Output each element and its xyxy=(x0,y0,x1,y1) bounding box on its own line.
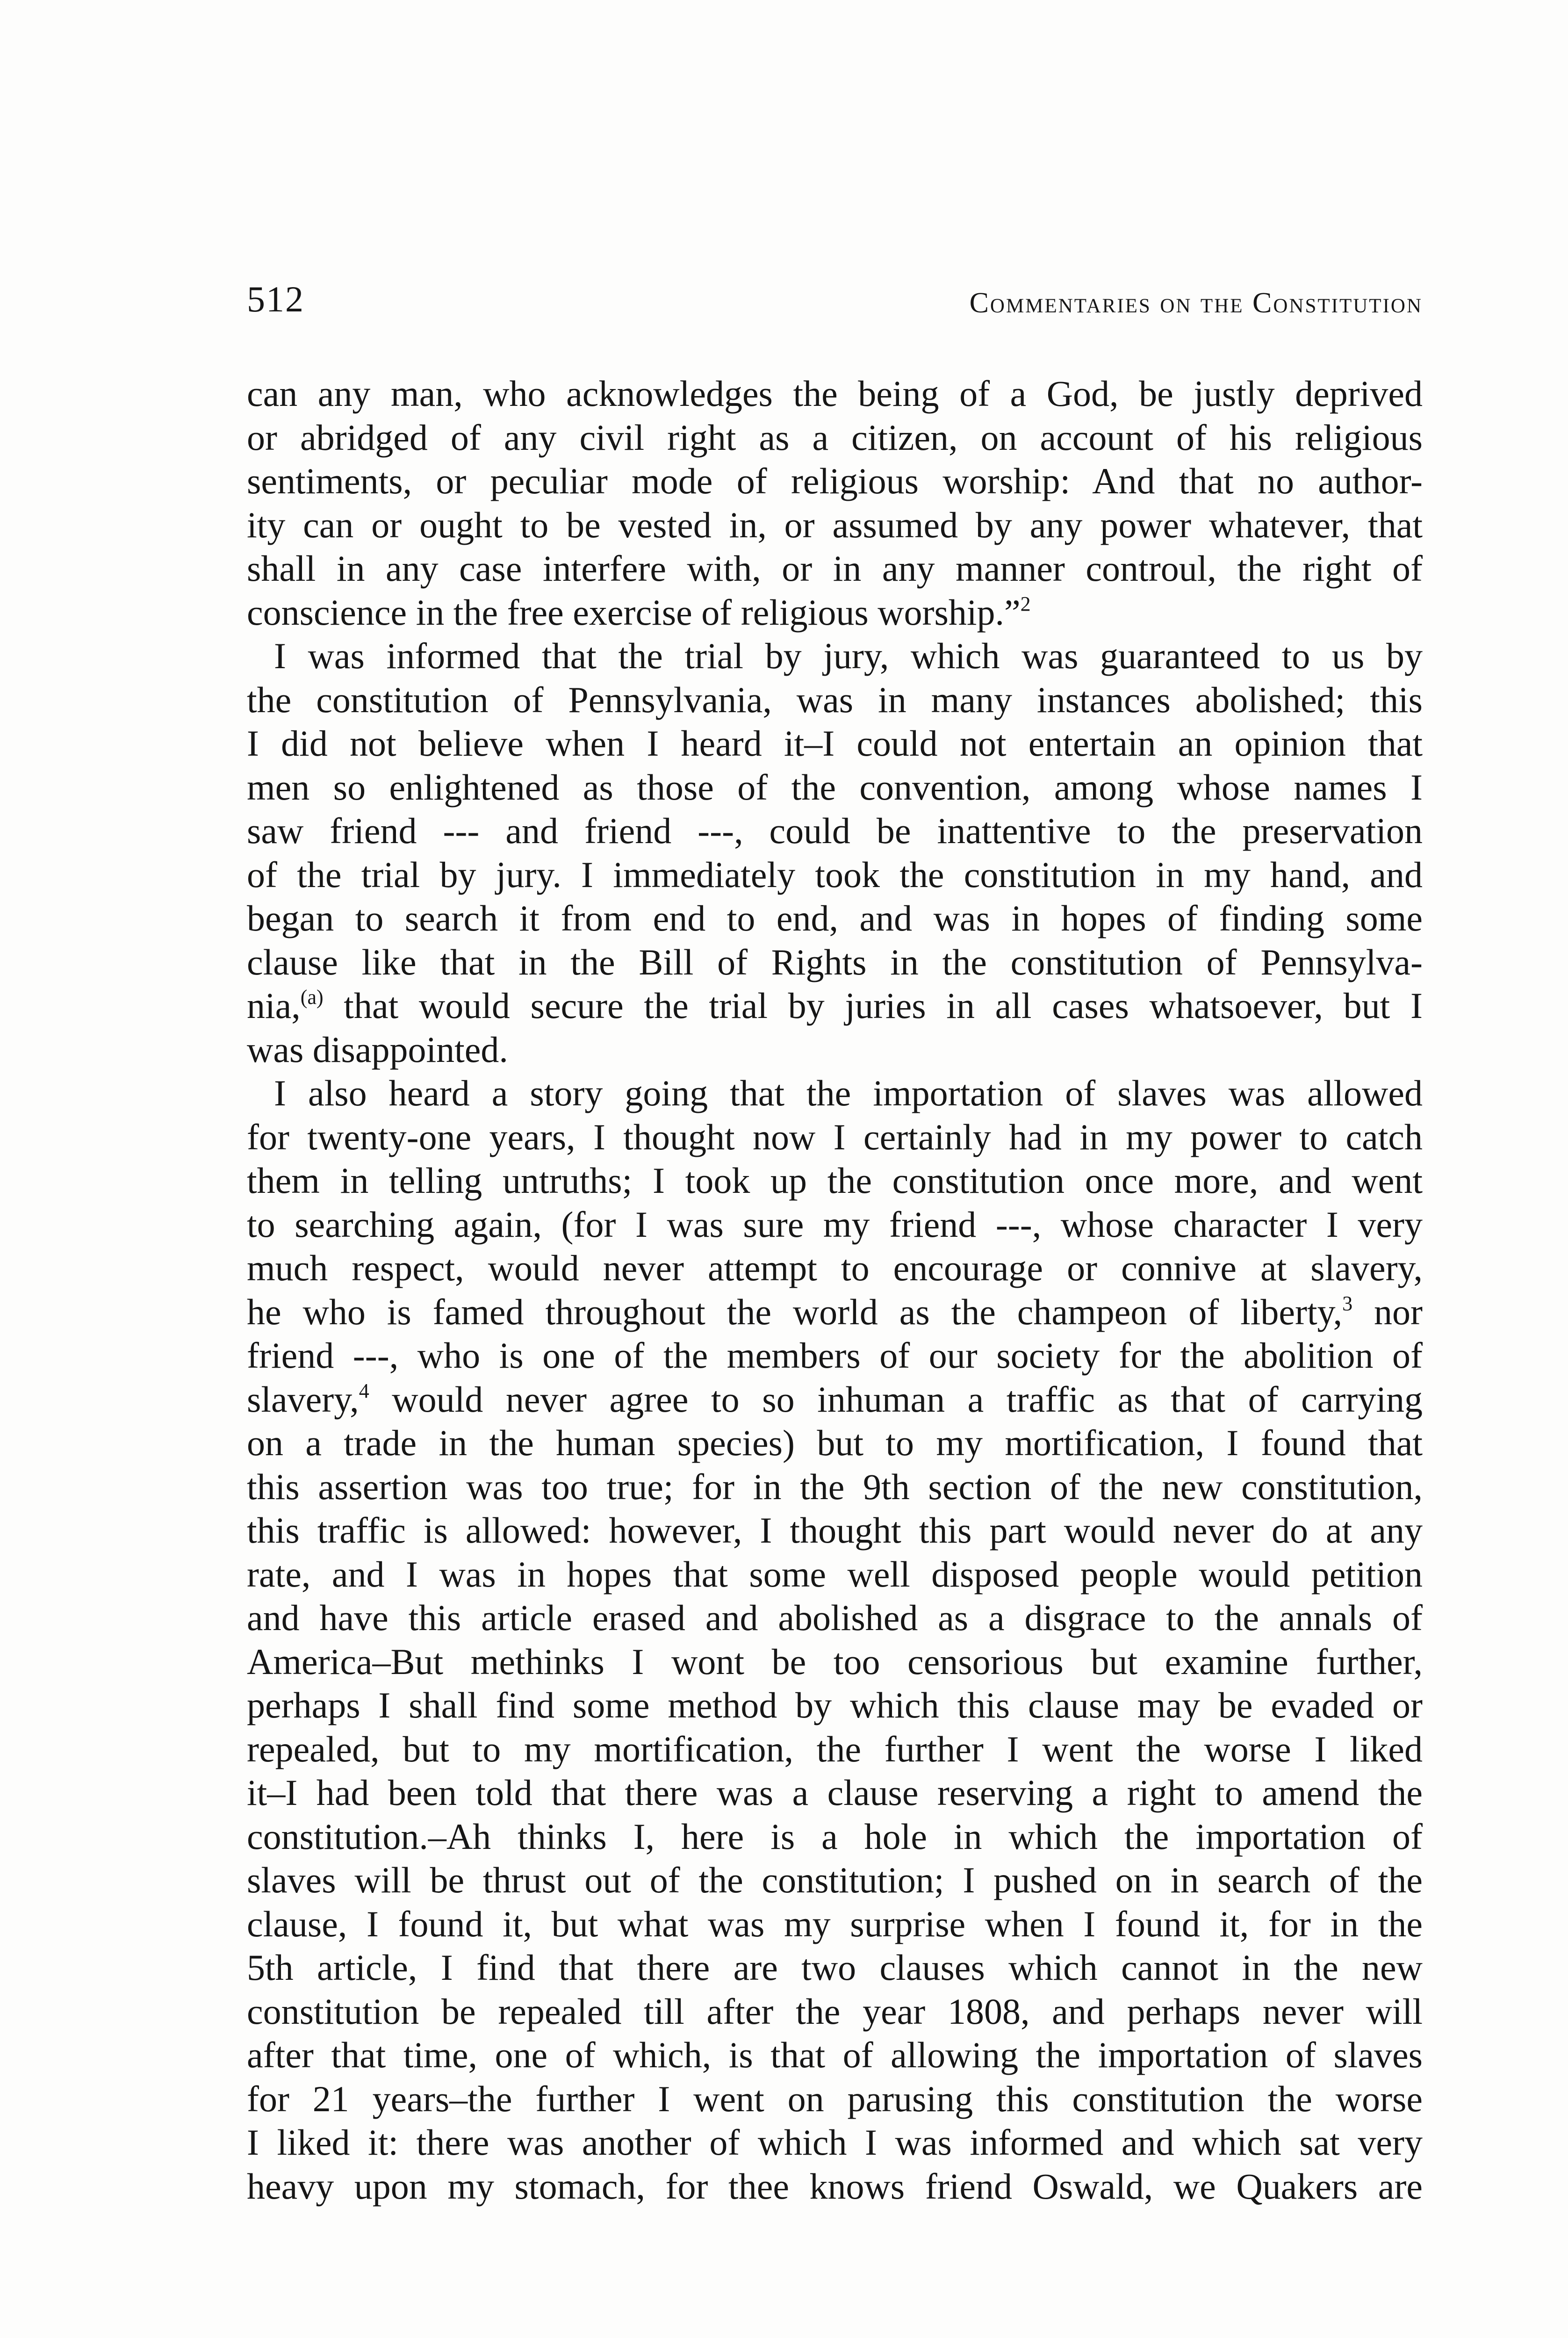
footnote-marker: 4 xyxy=(359,1379,369,1402)
text-line: the constitution of Pennsylvania, was in many instances abolished; this xyxy=(247,679,1423,720)
text-line: constitution.–Ah thinks I, here is a hole in which the importation of xyxy=(247,1816,1423,1857)
text-line: to searching again, (for I was sure my friend ---, whose character I very xyxy=(247,1204,1423,1245)
text-line: this traffic is allowed: however, I thought this part would never do at any xyxy=(247,1510,1423,1551)
paragraph-first-line: I was informed that the trial by jury, which was guaranteed to us by xyxy=(274,635,1423,676)
text-line: saw friend --- and friend ---, could be inattentive to the preservation xyxy=(247,810,1423,851)
text-line: 5th article, I find that there are two clauses which cannot in the new xyxy=(247,1947,1423,1988)
text-line: America–But methinks I wont be too censorious but examine further, xyxy=(247,1641,1423,1682)
text-line: for 21 years–the further I went on parusing this constitution the worse xyxy=(247,2078,1423,2119)
footnote-marker: 2 xyxy=(1020,592,1031,615)
text-line: for twenty-one years, I thought now I certainly had in my power to catch xyxy=(247,1116,1423,1157)
text-line: can any man, who acknowledges the being of a God, be justly deprived xyxy=(247,373,1423,414)
text-line: I liked it: there was another of which I was informed and which sat very xyxy=(247,2122,1423,2163)
text-line: began to search it from end to end, and was in hopes of finding some xyxy=(247,898,1423,938)
text-line: friend ---, who is one of the members of our society for the abolition of xyxy=(247,1335,1423,1376)
text-line: rate, and I was in hopes that some well disposed people would petition xyxy=(247,1553,1423,1595)
text-fragment: would never agree to so inhuman a traffic as that of carrying xyxy=(369,1378,1423,1420)
running-title: Commentaries on the Constitution xyxy=(969,287,1423,319)
paragraph-first-line: I also heard a story going that the importation of slaves was allowed xyxy=(274,1073,1423,1113)
text-line: ity can or ought to be vested in, or assumed by any power whatever, that xyxy=(247,504,1423,545)
text-line: clause like that in the Bill of Rights in the constitution of Pennsylva- xyxy=(247,941,1423,982)
text-line: repealed, but to my mortification, the further I went the worse I liked xyxy=(247,1728,1423,1769)
text-fragment: nor xyxy=(1352,1291,1423,1332)
text-line: shall in any case interfere with, or in any manner controul, the right of xyxy=(247,548,1423,589)
text-fragment: he who is famed throughout the world as the champeon of liberty, xyxy=(247,1291,1343,1332)
text-line: I did not believe when I heard it–I could not entertain an opinion that xyxy=(247,723,1423,764)
text-line: was disappointed. xyxy=(247,1029,508,1070)
text-line: of the trial by jury. I immediately took the constitution in my hand, and xyxy=(247,854,1423,895)
text-fragment: slavery, xyxy=(247,1378,359,1420)
body-text xyxy=(247,372,1423,2208)
text-line: constitution be repealed till after the year 1808, and perhaps never will xyxy=(247,1991,1423,2032)
text-line xyxy=(247,1290,1423,1334)
text-line: and have this article erased and abolished as a disgrace to the annals of xyxy=(247,1597,1423,1638)
text-line: men so enlightened as those of the convention, among whose names I xyxy=(247,766,1423,808)
text-line: or abridged of any civil right as a citizen, on account of his religious xyxy=(247,417,1423,458)
running-head xyxy=(247,276,1423,327)
text-line: it–I had been told that there was a clause reserving a right to amend the xyxy=(247,1772,1423,1813)
text-line xyxy=(247,1378,1423,1422)
text-line: this assertion was too true; for in the 9th section of the new constitution, xyxy=(247,1466,1423,1507)
text-line: clause, I found it, but what was my surprise when I found it, for in the xyxy=(247,1903,1423,1944)
text-line xyxy=(247,591,1423,635)
text-line: perhaps I shall find some method by which this clause may be evaded or xyxy=(247,1685,1423,1725)
text-line: heavy upon my stomach, for thee knows friend Oswald, we Quakers are xyxy=(247,2165,1423,2207)
text-line xyxy=(247,984,1423,1028)
text-line: them in telling untruths; I took up the constitution once more, and went xyxy=(247,1160,1423,1201)
text-line: after that time, one of which, is that of allowing the importation of slaves xyxy=(247,2035,1423,2075)
footnote-marker: 3 xyxy=(1342,1292,1353,1315)
text-fragment: conscience in the free exercise of religious worship.” xyxy=(247,592,1021,633)
text-line: much respect, would never attempt to encourage or connive at slavery, xyxy=(247,1248,1423,1288)
text-line: slaves will be thrust out of the constitution; I pushed on in search of the xyxy=(247,1860,1423,1900)
text-fragment: that would secure the trial by juries in all cases whatsoever, but I xyxy=(323,985,1423,1026)
note-reference: (a) xyxy=(300,986,324,1009)
page-number: 512 xyxy=(247,279,304,319)
text-fragment: nia, xyxy=(247,985,301,1026)
text-line: sentiments, or peculiar mode of religious worship: And that no author- xyxy=(247,461,1423,501)
text-line: on a trade in the human species) but to my mortification, I found that xyxy=(247,1422,1423,1463)
